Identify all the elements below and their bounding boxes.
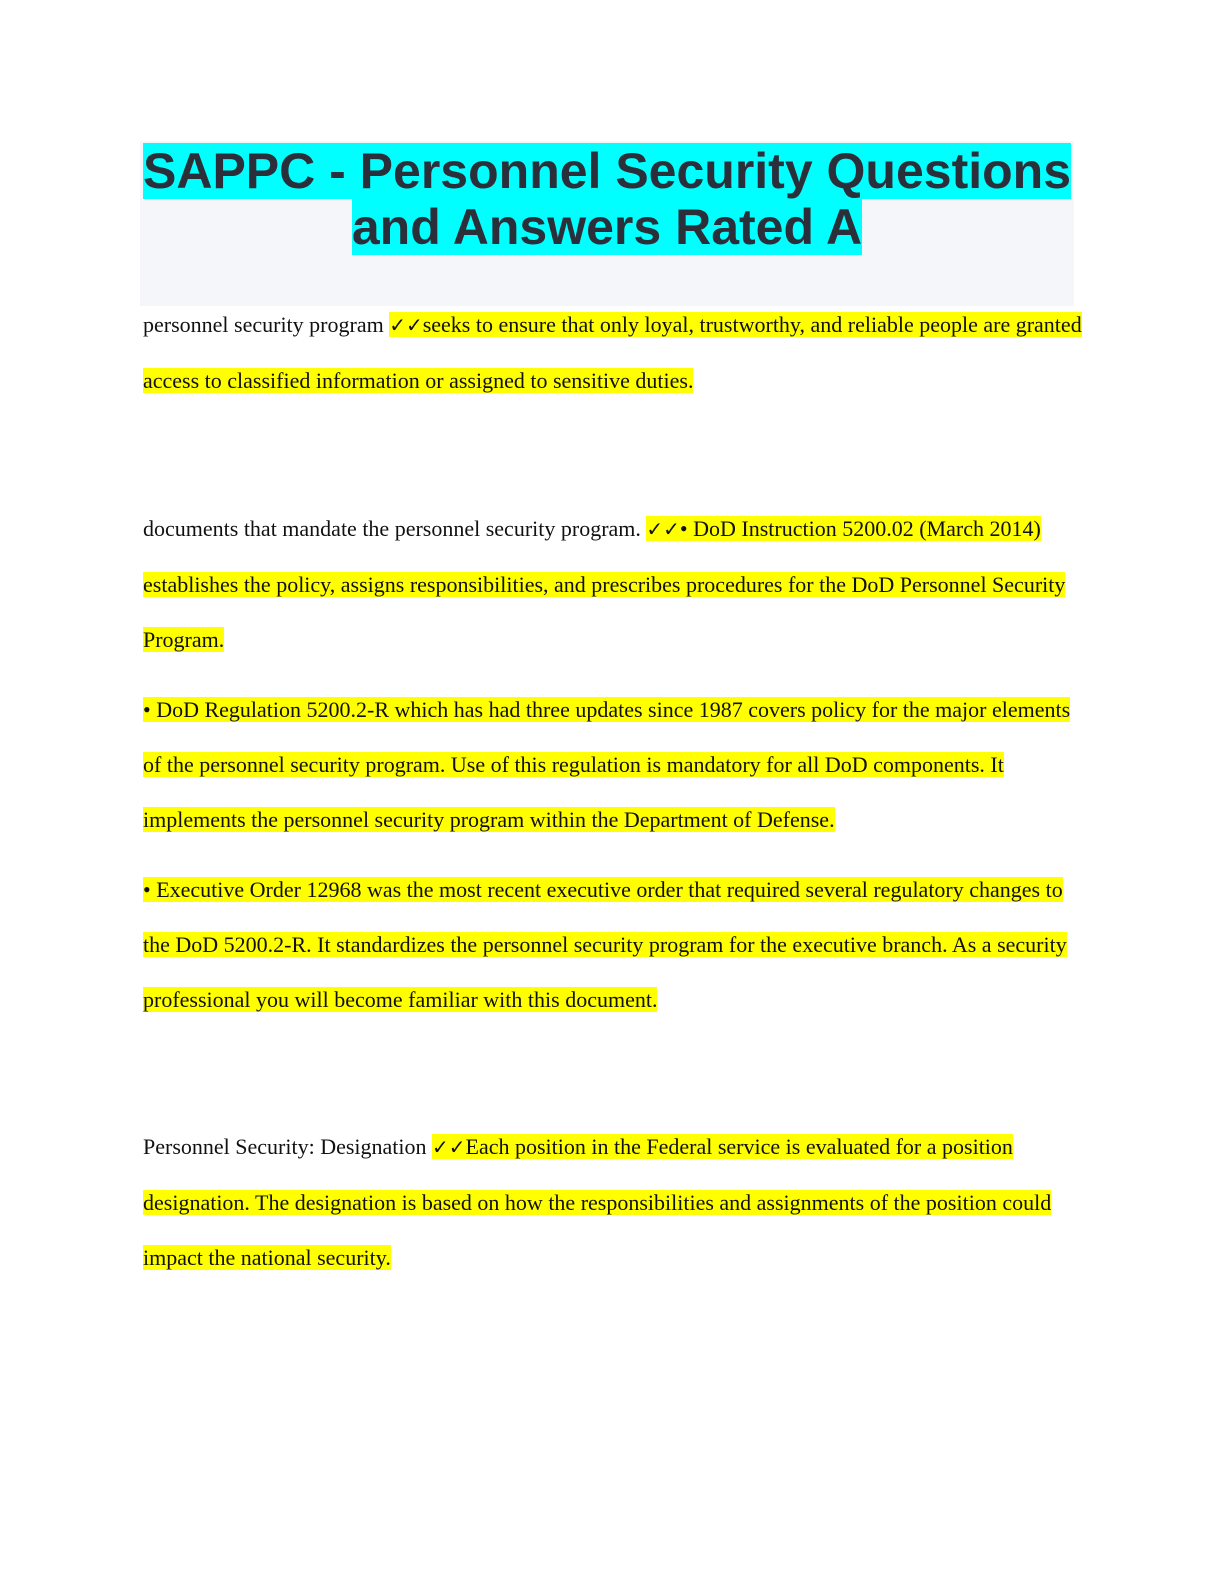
qa-paragraph bbox=[143, 297, 1083, 408]
answer-text: seeks to ensure that only loyal, trustworthy, and reliable people are granted access to classified information or assigned to sensitive duties. bbox=[143, 312, 1082, 393]
answer-bullet-paragraph bbox=[143, 682, 1083, 847]
answer-text: • Executive Order 12968 was the most recent executive order that required several regulatory changes to the DoD 5200.2-R. It standardizes the personnel security program for the executive branch. As a security professional you will become familiar with this document. bbox=[143, 877, 1067, 1012]
document-title bbox=[140, 141, 1074, 255]
answer-text: • DoD Regulation 5200.2-R which has had three updates since 1987 covers policy for the major elements of the personnel security program. Use of this regulation is mandatory for all DoD components. It implements the personnel security program within the Department of Defense. bbox=[143, 697, 1071, 832]
qa-item-designation bbox=[143, 1119, 1083, 1285]
double-check-icon: ✓✓ bbox=[432, 1135, 466, 1159]
qa-item-mandating-documents bbox=[143, 501, 1083, 1027]
title-line-2: and Answers Rated A bbox=[351, 199, 863, 255]
question-text: Personnel Security: Designation bbox=[143, 1134, 427, 1159]
title-line-1: SAPPC - Personnel Security Questions bbox=[142, 143, 1072, 199]
answer-text: • DoD Instruction 5200.02 (March 2014) establishes the policy, assigns responsibilities, and prescribes procedures for the DoD Personnel Security Program. bbox=[143, 516, 1066, 652]
double-check-icon: ✓✓ bbox=[389, 313, 423, 337]
qa-paragraph bbox=[143, 1119, 1083, 1285]
qa-item-personnel-security-program bbox=[143, 297, 1083, 408]
question-text: personnel security program bbox=[143, 312, 384, 337]
double-check-icon: ✓✓ bbox=[646, 517, 680, 541]
title-block bbox=[140, 141, 1074, 306]
qa-paragraph bbox=[143, 501, 1083, 667]
answer-bullet-paragraph bbox=[143, 862, 1083, 1027]
answer-text: Each position in the Federal service is evaluated for a position designation. The designation is based on how the responsibilities and assignments of the position could impact the national security. bbox=[143, 1134, 1052, 1270]
question-text: documents that mandate the personnel security program. bbox=[143, 516, 641, 541]
